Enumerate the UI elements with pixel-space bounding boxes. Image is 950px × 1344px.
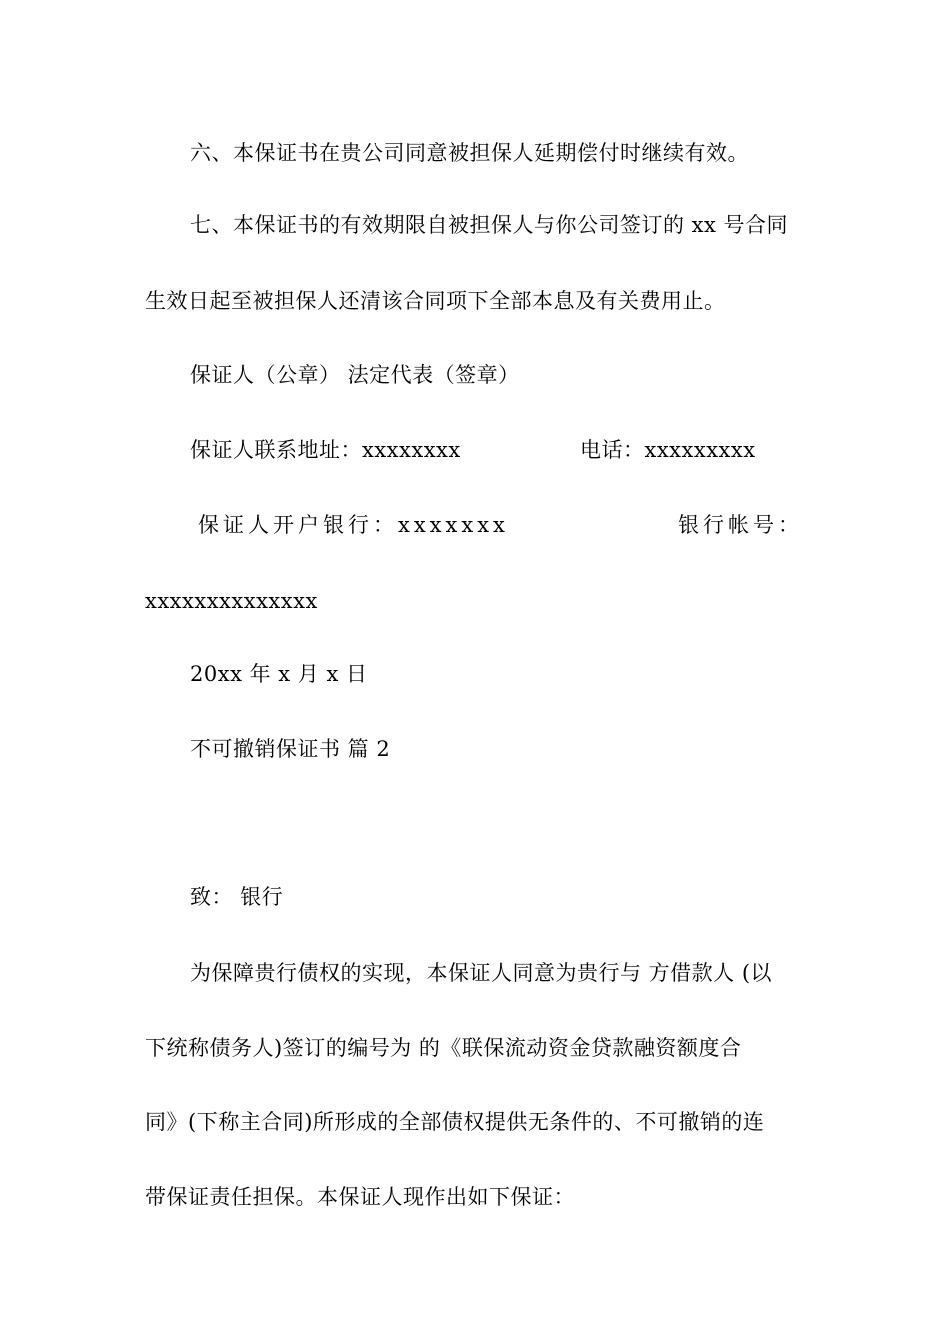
guarantor-phone: 电话：xxxxxxxxx (580, 438, 756, 462)
body-line-4: 带保证责任担保。本保证人现作出如下保证： (145, 1185, 575, 1209)
guarantor-bank: 保证人开户银行：xxxxxxx (198, 513, 509, 537)
section-title: 不可撤销保证书 篇 2 (190, 737, 391, 761)
signature-line: 保证人（公章） 法定代表（签章） (190, 363, 520, 387)
bank-account-label: 银行帐号： (678, 513, 803, 537)
document-date: 20xx 年 x 月 x 日 (190, 662, 368, 686)
clause-seven-line-2: 生效日起至被担保人还清该合同项下全部本息及有关费用止。 (145, 289, 726, 313)
bank-account-value: xxxxxxxxxxxxxx (145, 589, 318, 613)
body-line-3: 同》(下称主合同)所形成的全部债权提供无条件的、不可撤销的连 (145, 1110, 765, 1134)
body-line-1: 为保障贵行债权的实现，本保证人同意为贵行与 方借款人 (以 (190, 961, 773, 985)
guarantor-address: 保证人联系地址：xxxxxxxx (190, 438, 461, 462)
addressee: 致： 银行 (190, 885, 284, 909)
clause-seven-line-1: 七、本保证书的有效期限自被担保人与你公司签订的 xx 号合同 (190, 213, 789, 237)
clause-six: 六、本保证书在贵公司同意被担保人延期偿付时继续有效。 (190, 141, 749, 165)
body-line-2: 下统称债务人)签订的编号为 的《联保流动资金贷款融资额度合 (145, 1036, 742, 1060)
